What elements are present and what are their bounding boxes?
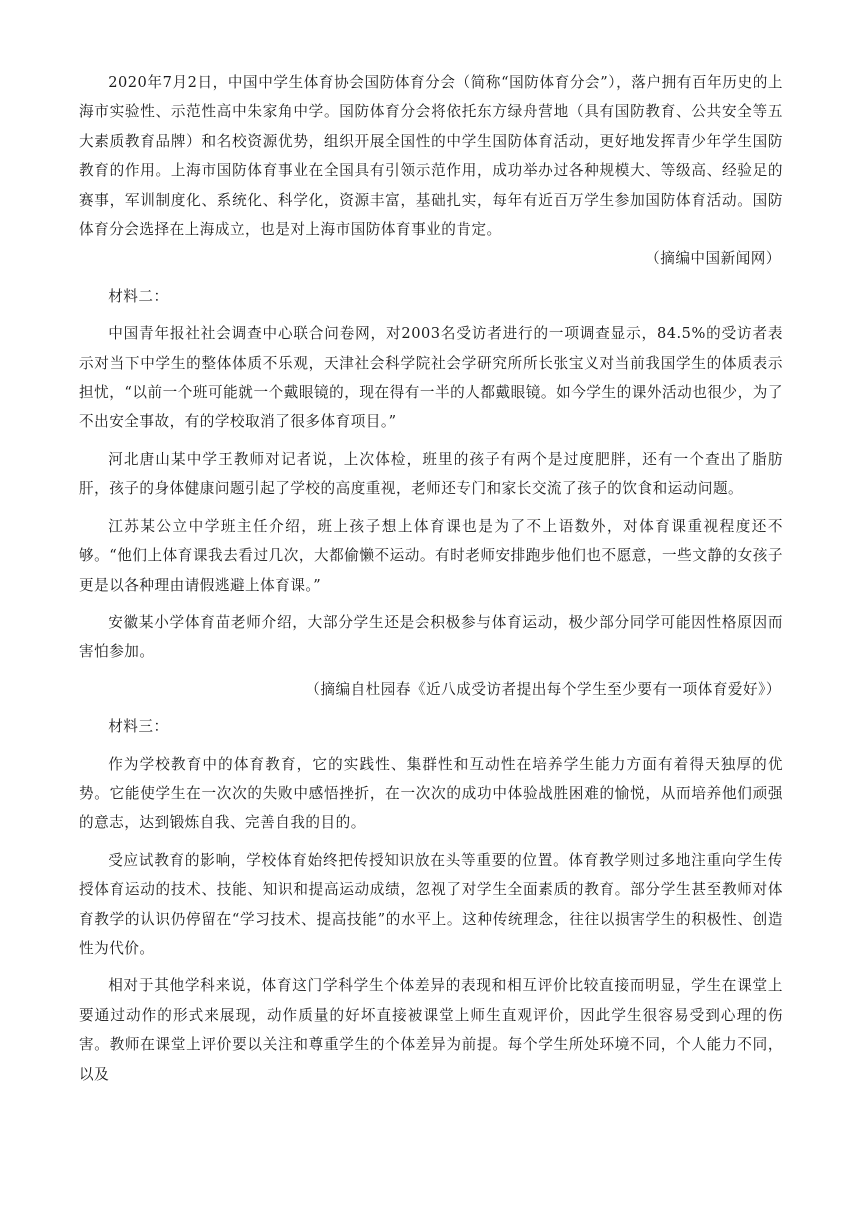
material3-heading: 材料三： [108,718,169,736]
material1-source: （摘编中国新闻网） [645,250,781,268]
material1-paragraph: 2020年7月2日，中国中学生体育协会国防体育分会（简称“国防体育分会”），落户拥有百年历史的上海市实验性、示范性高中朱家角中学。国防体育分会将依托东方绿舟营地（具有国防教育、公共安全等五大素质教育品牌）和名校资源优势，组织开展全国性的中学生国防体育活动，更好地发挥青少年学生国防教育的作用。上海市国防体育事业在全国具有引领示范作用，成功举办过各种规模大、等级高、经验足的赛事，军训制度化、系统化、科学化，资源丰富，基础扎实，每年有近百万学生参加国防体育活动。国防体育分会选择在上海成立，也是对上海市国防体育事业的肯定。 [79,74,783,239]
document-page [79,68,783,1089]
material3-paragraph-2: 受应试教育的影响，学校体育始终把传授知识放在头等重要的位置。体育教学则过多地注重向学生传授体育运动的技术、技能、知识和提高运动成绩，忽视了对学生全面素质的教育。部分学生甚至教师对体育教学的认识仍停留在“学习技术、提高技能”的水平上。这种传统理念，往往以损害学生的积极性、创造性为代价。 [79,851,783,957]
material2-heading: 材料二： [108,287,169,305]
material2-source: （摘编自杜园春《近八成受访者提出每个学生至少要有一项体育爱好》） [305,680,781,698]
material3-paragraph-1: 作为学校教育中的体育教育，它的实践性、集群性和互动性在培养学生能力方面有着得天独厚的优势。它能使学生在一次次的失败中感悟挫折，在一次次的成功中体验战胜困难的愉悦，从而培养他们顽强的意志，达到锻炼自我、完善自我的目的。 [79,755,783,832]
material2-paragraph-1: 中国青年报社社会调查中心联合问卷网，对2003名受访者进行的一项调查显示，84.5%的受访者表示对当下中学生的整体体质不乐观，天津社会科学院社会学研究所所长张宝义对当前我国学生的体质表示担忧，“以前一个班可能就一个戴眼镜的，现在得有一半的人都戴眼镜。如今学生的课外活动也很少，为了不出安全事故，有的学校取消了很多体育项目。” [79,325,783,431]
material2-paragraph-4: 安徽某小学体育苗老师介绍，大部分学生还是会积极参与体育运动，极少部分同学可能因性格原因而害怕参加。 [79,613,783,661]
material2-paragraph-2: 河北唐山某中学王教师对记者说，上次体检，班里的孩子有两个是过度肥胖，还有一个查出了脂肪肝，孩子的身体健康问题引起了学校的高度重视，老师还专门和家长交流了孩子的饮食和运动问题。 [79,450,783,498]
material3-paragraph-3: 相对于其他学科来说，体育这门学科学生个体差异的表现和相互评价比较直接而明显，学生在课堂上要通过动作的形式来展现，动作质量的好坏直接被课堂上师生直观评价，因此学生很容易受到心理的伤害。教师在课堂上评价要以关注和尊重学生的个体差异为前提。每个学生所处环境不同，个人能力不同，以及 [79,977,783,1083]
material2-paragraph-3: 江苏某公立中学班主任介绍，班上孩子想上体育课也是为了不上语数外，对体育课重视程度还不够。“他们上体育课我去看过几次，大都偷懒不运动。有时老师安排跑步他们也不愿意，一些文静的女孩子更是以各种理由请假逃避上体育课。” [79,517,783,594]
